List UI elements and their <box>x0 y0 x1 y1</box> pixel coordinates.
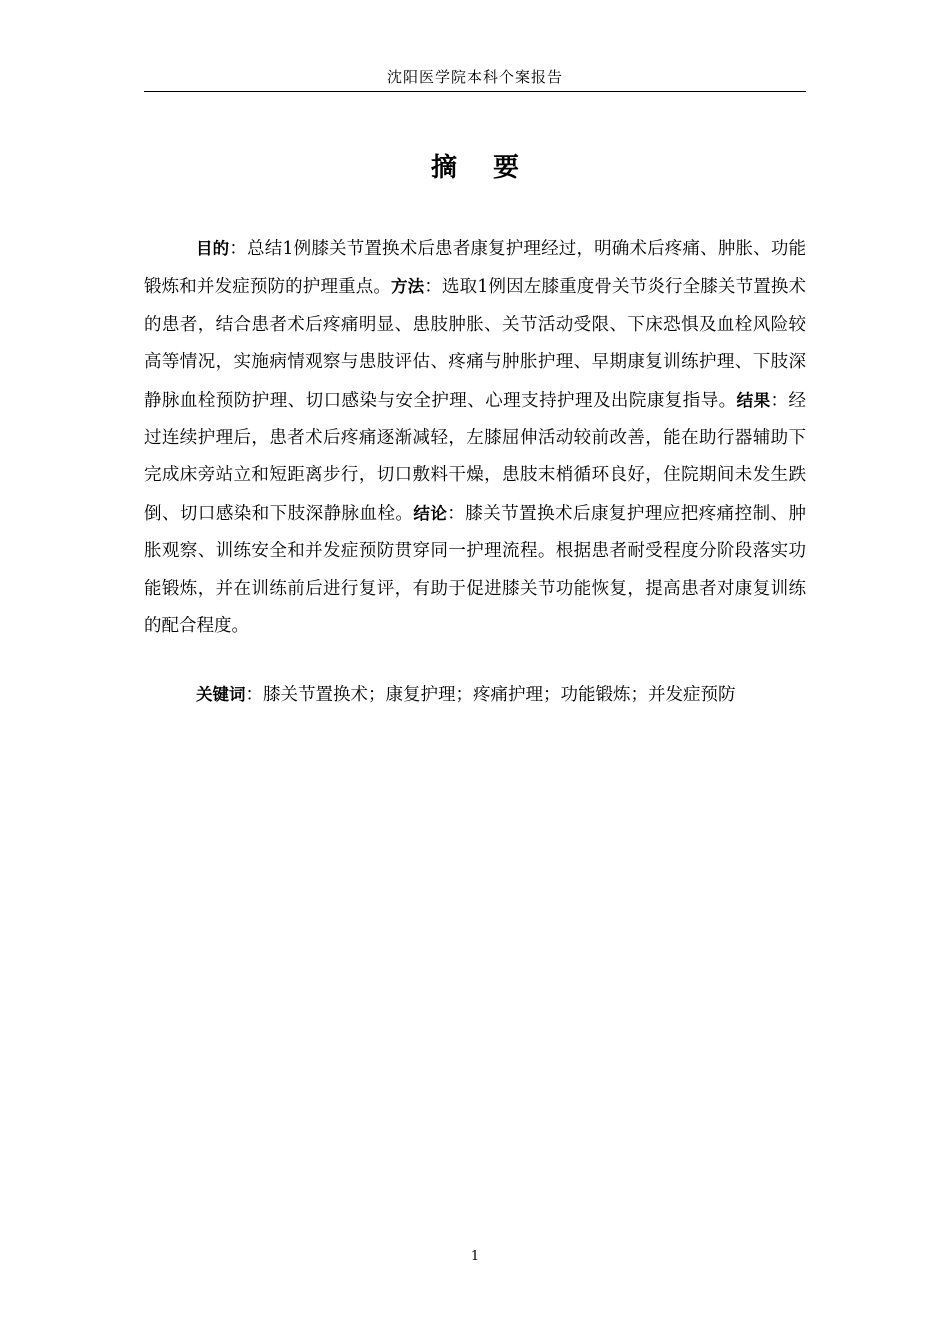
keywords-line <box>144 676 806 714</box>
result-label: 结果 <box>736 390 771 410</box>
conclusion-text: ：膝关节置换术后康复护理应把疼痛控制、肿胀观察、训练安全和并发症预防贯穿同一护理流程。根据患者耐受程度分阶段落实功能锻炼，并在训练前后进行复评，有助于促进膝关节功能恢复，提高患者对康复训练的配合程度。 <box>144 503 807 637</box>
method-text: ：选取1例因左膝重度骨关节炎行全膝关节置换术的患者，结合患者术后疼痛明显、患肢肿胀、关节活动受限、下床恐惧及血栓风险较高等情况，实施病情观察与患肢评估、疼痛与肿胀护理、早期康复训练护理、下肢深静脉血栓预防护理、切口感染与安全护理、心理支持护理及出院康复指导。 <box>144 277 807 411</box>
conclusion-label: 结论 <box>413 503 448 523</box>
result-text: ：经过连续护理后，患者术后疼痛逐渐减轻，左膝屈伸活动较前改善，能在助行器辅助下完成床旁站立和短距离步行，切口敷料干燥，患肢末梢循环良好，住院期间未发生跌倒、切口感染和下肢深静脉血栓。 <box>144 390 807 524</box>
method-label: 方法 <box>391 277 425 297</box>
keywords-label: 关键词 <box>196 685 246 704</box>
objective-label: 目的 <box>196 239 230 258</box>
abstract-title: 摘要 <box>430 153 555 183</box>
objective-text: ：总结1例膝关节置换术后患者康复护理经过，明确术后疼痛、肿胀、功能锻炼和并发症预防的护理重点。 <box>144 239 807 298</box>
header-divider <box>144 91 806 92</box>
keywords-text: ：膝关节置换术；康复护理；疼痛护理；功能锻炼；并发症预防 <box>245 685 736 705</box>
abstract-paragraph <box>144 230 806 645</box>
running-header: 沈阳医学院本科个案报告 <box>386 68 563 86</box>
page-number: 1 <box>470 1249 480 1264</box>
